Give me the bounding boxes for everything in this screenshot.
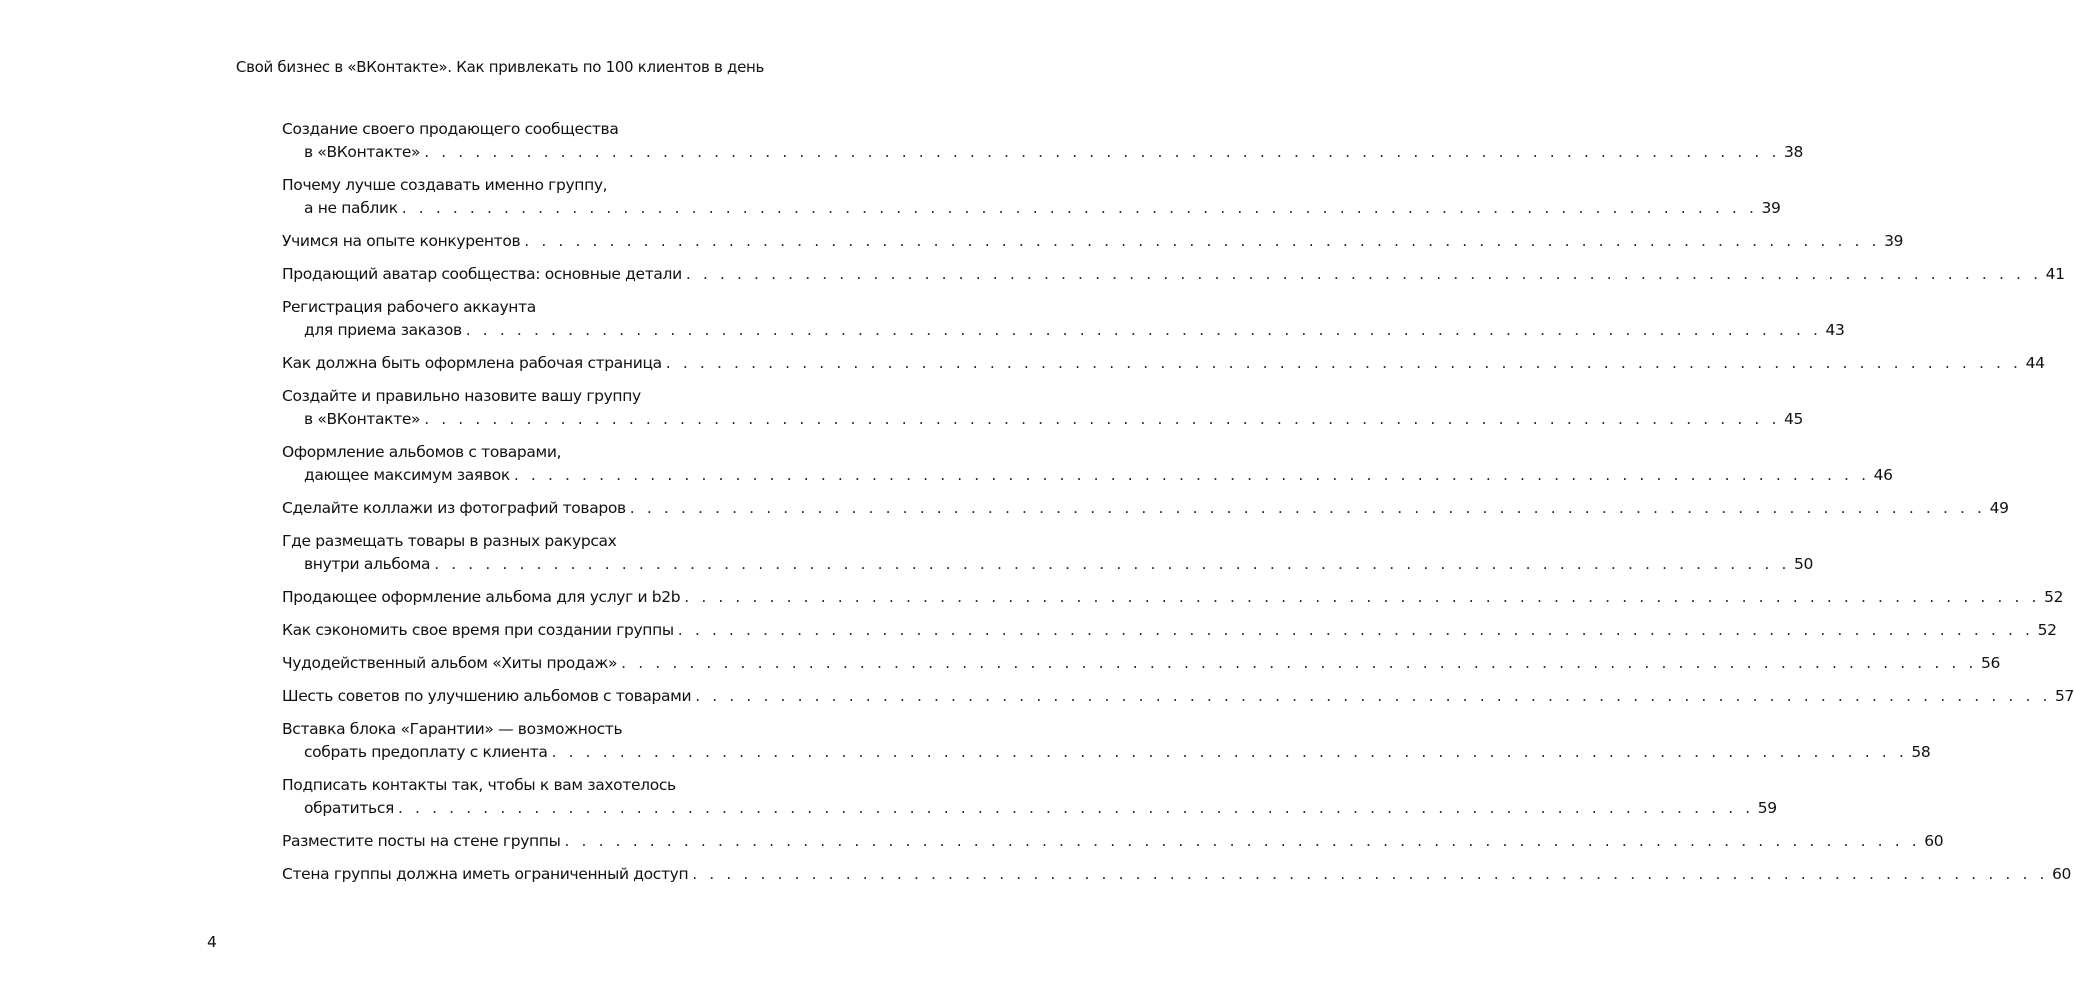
toc-entry-title-line: Регистрация рабочего аккаунта [282, 298, 536, 316]
toc-entry [282, 174, 1781, 220]
toc-entry-title-line: Создание своего продающего сообщества [282, 120, 619, 138]
toc-entry-title-line: внутри альбома [304, 555, 431, 573]
toc-entry-title-line: Продающее оформление альбома для услуг и b2b [282, 588, 681, 606]
toc-entry [282, 774, 1777, 820]
toc-entry-title-line: Как сэкономить свое время при создании группы [282, 621, 674, 639]
dot-leader: . . . . . . . . . . . . . . . . . . . . . . . . . . . . . . . . . . . . . . . . . . . . . . . . . . . . . . . . . . . . . . . . . . . . . . . . . . . . . . . . [424, 410, 1780, 428]
toc-page-number: 38 [1784, 143, 1804, 161]
toc-entry [282, 118, 1804, 164]
dot-leader: . . . . . . . . . . . . . . . . . . . . . . . . . . . . . . . . . . . . . . . . . . . . . . . . . . . . . . . . . . . . . . . . . . . . . . . . . . . . . . . . [551, 743, 1908, 761]
dot-leader: . . . . . . . . . . . . . . . . . . . . . . . . . . . . . . . . . . . . . . . . . . . . . . . . . . . . . . . . . . . . . . . . . . . . . . . . . . . . . . . . [695, 687, 2052, 705]
toc-page-number: 50 [1793, 555, 1814, 573]
toc-entry-title-line: Чудодейственный альбом «Хиты продаж» [282, 654, 618, 672]
toc-entry-final-line [282, 408, 1804, 431]
toc-entry-title-line: Создайте и правильно назовите вашу группу [282, 387, 641, 405]
toc-page-number: 44 [2025, 354, 2045, 372]
toc-entry-final-line [282, 230, 1904, 253]
dot-leader: . . . . . . . . . . . . . . . . . . . . . . . . . . . . . . . . . . . . . . . . . . . . . . . . . . . . . . . . . . . . . . . . . . . . . . . . . . . . . . . . [424, 143, 1780, 161]
dot-leader: . . . . . . . . . . . . . . . . . . . . . . . . . . . . . . . . . . . . . . . . . . . . . . . . . . . . . . . . . . . . . . . . . . . . . . . . . . . . . . . . [398, 799, 1754, 817]
toc-entry [282, 718, 1931, 764]
toc-page-number: 57 [2055, 687, 2074, 705]
toc-entry-title-line: Вставка блока «Гарантии» — возможность [282, 720, 623, 738]
toc-entry-title-line: в «ВКонтакте» [304, 143, 421, 161]
toc-page-number: 43 [1825, 321, 1845, 339]
dot-leader: . . . . . . . . . . . . . . . . . . . . . . . . . . . . . . . . . . . . . . . . . . . . . . . . . . . . . . . . . . . . . . . . . . . . . . . . . . . . . . . . [685, 265, 2042, 283]
toc-page-number: 60 [2052, 865, 2072, 883]
dot-leader: . . . . . . . . . . . . . . . . . . . . . . . . . . . . . . . . . . . . . . . . . . . . . . . . . . . . . . . . . . . . . . . . . . . . . . . . . . . . . . . . [564, 832, 1921, 850]
toc-page-number: 58 [1911, 743, 1931, 761]
toc-entry [282, 441, 1893, 487]
toc-entry [282, 619, 2057, 642]
toc-entry-title-line: Подписать контакты так, чтобы к вам захотелось [282, 776, 676, 794]
toc-entry [282, 863, 2072, 886]
toc-page-number: 52 [2044, 588, 2064, 606]
dot-leader: . . . . . . . . . . . . . . . . . . . . . . . . . . . . . . . . . . . . . . . . . . . . . . . . . . . . . . . . . . . . . . . . . . . . . . . . . . . . . . . . [513, 466, 1870, 484]
toc-entry-title-line: дающее максимум заявок [304, 466, 510, 484]
toc-entry-title-line: Стена группы должна иметь ограниченный доступ [282, 865, 689, 883]
dot-leader: . . . . . . . . . . . . . . . . . . . . . . . . . . . . . . . . . . . . . . . . . . . . . . . . . . . . . . . . . . . . . . . . . . . . . . . . . . . . . . . . [692, 865, 2049, 883]
dot-leader: . . . . . . . . . . . . . . . . . . . . . . . . . . . . . . . . . . . . . . . . . . . . . . . . . . . . . . . . . . . . . . . . . . . . . . . . . . . . . . . . [524, 232, 1881, 250]
toc-page-number: 41 [2045, 265, 2065, 283]
toc-entry-title-line: Сделайте коллажи из фотографий товаров [282, 499, 626, 517]
toc-page-number: 56 [1980, 654, 2000, 672]
toc-entry-final-line [282, 652, 2000, 675]
toc-entry-title-line: Разместите посты на стене группы [282, 832, 561, 850]
dot-leader: . . . . . . . . . . . . . . . . . . . . . . . . . . . . . . . . . . . . . . . . . . . . . . . . . . . . . . . . . . . . . . . . . . . . . . . . . . . . . . . . [684, 588, 2041, 606]
dot-leader: . . . . . . . . . . . . . . . . . . . . . . . . . . . . . . . . . . . . . . . . . . . . . . . . . . . . . . . . . . . . . . . . . . . . . . . . . . . . . . . . [434, 555, 1790, 573]
toc-entry [282, 497, 2009, 520]
toc-entry-title-line: обратиться [304, 799, 394, 817]
dot-leader: . . . . . . . . . . . . . . . . . . . . . . . . . . . . . . . . . . . . . . . . . . . . . . . . . . . . . . . . . . . . . . . . . . . . . . . . . . . . . . . . [401, 199, 1758, 217]
running-head: Свой бизнес в «ВКонтакте». Как привлекать по 100 клиентов в день [235, 58, 765, 76]
toc-page-number: 49 [1989, 499, 2009, 517]
toc-entry-title-line: Где размещать товары в разных ракурсах [282, 532, 617, 550]
toc-entry-final-line [282, 141, 1804, 164]
toc-entry-final-line [282, 586, 2064, 609]
dot-leader: . . . . . . . . . . . . . . . . . . . . . . . . . . . . . . . . . . . . . . . . . . . . . . . . . . . . . . . . . . . . . . . . . . . . . . . . . . . . . . . . [465, 321, 1822, 339]
toc-entry-final-line [282, 553, 1814, 576]
toc-entry-title-line: Учимся на опыте конкурентов [282, 232, 521, 250]
toc-entry [282, 296, 1845, 342]
toc-entry-final-line [282, 263, 2065, 286]
dot-leader: . . . . . . . . . . . . . . . . . . . . . . . . . . . . . . . . . . . . . . . . . . . . . . . . . . . . . . . . . . . . . . . . . . . . . . . . . . . . . . . . [629, 499, 1986, 517]
toc-entry-title-line: Продающий аватар сообщества: основные детали [282, 265, 682, 283]
toc-page-number: 39 [1761, 199, 1781, 217]
toc-entry-final-line [282, 797, 1777, 820]
toc-entry [282, 830, 1944, 853]
toc-entry-final-line [282, 464, 1893, 487]
toc-entry [282, 352, 2045, 375]
toc-entry-title-line: Почему лучше создавать именно группу, [282, 176, 608, 194]
toc-entry [282, 385, 1804, 431]
toc-entry-title-line: Как должна быть оформлена рабочая страница [282, 354, 662, 372]
toc-page-number: 45 [1784, 410, 1804, 428]
toc-entry-title-line: для приема заказов [304, 321, 462, 339]
toc-entry-final-line [282, 319, 1845, 342]
toc-entry [282, 586, 2064, 609]
toc-entry [282, 652, 2000, 675]
toc-entry-final-line [282, 863, 2072, 886]
toc-page-number: 60 [1924, 832, 1944, 850]
toc-page-number: 59 [1757, 799, 1777, 817]
toc-entry-final-line [282, 619, 2057, 642]
toc-entry-title-line: а не паблик [304, 199, 398, 217]
toc-entry-title-line: в «ВКонтакте» [304, 410, 421, 428]
toc-entry [282, 530, 1814, 576]
toc-entry [282, 685, 2074, 708]
toc-entry [282, 263, 2065, 286]
toc-entry-final-line [282, 741, 1931, 764]
toc-page-number: 46 [1873, 466, 1893, 484]
toc-entry-final-line [282, 685, 2074, 708]
toc-entry-final-line [282, 830, 1944, 853]
dot-leader: . . . . . . . . . . . . . . . . . . . . . . . . . . . . . . . . . . . . . . . . . . . . . . . . . . . . . . . . . . . . . . . . . . . . . . . . . . . . . . . . [677, 621, 2034, 639]
dot-leader: . . . . . . . . . . . . . . . . . . . . . . . . . . . . . . . . . . . . . . . . . . . . . . . . . . . . . . . . . . . . . . . . . . . . . . . . . . . . . . . . [621, 654, 1977, 672]
toc-entry-title-line: Шесть советов по улучшению альбомов с товарами [282, 687, 692, 705]
toc-entry-title-line: Оформление альбомов с товарами, [282, 443, 562, 461]
toc-entry [282, 230, 1904, 253]
toc-page-number: 39 [1884, 232, 1904, 250]
toc-entry-final-line [282, 352, 2045, 375]
toc-page-number: 52 [2037, 621, 2057, 639]
toc-entry-title-line: собрать предоплату с клиента [304, 743, 548, 761]
page-number: 4 [207, 933, 217, 951]
dot-leader: . . . . . . . . . . . . . . . . . . . . . . . . . . . . . . . . . . . . . . . . . . . . . . . . . . . . . . . . . . . . . . . . . . . . . . . . . . . . . . . . [665, 354, 2022, 372]
table-of-contents [282, 118, 2074, 896]
toc-entry-final-line [282, 197, 1781, 220]
toc-entry-final-line [282, 497, 2009, 520]
